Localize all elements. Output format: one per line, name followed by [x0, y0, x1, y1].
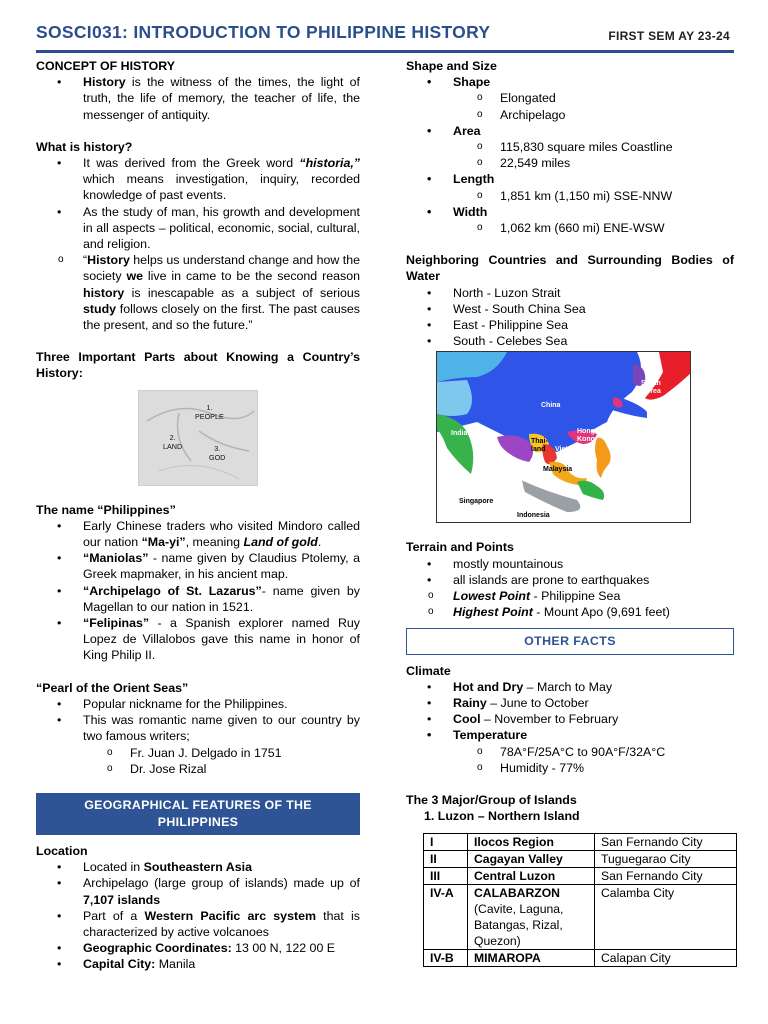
diagram-label-people: 1. PEOPLE	[195, 402, 224, 421]
map-label-indonesia: Indonesia	[517, 512, 550, 520]
map-label-thailand: Thai- land	[531, 438, 548, 454]
map-label-vietnam: Vietnam	[555, 446, 583, 454]
sub-list-item: o 78A°F/25A°C to 90A°F/32A°C	[406, 744, 734, 760]
climate-heading: Climate	[406, 663, 451, 678]
list-item: • Hot and Dry – March to May	[406, 679, 734, 695]
page-header	[36, 24, 734, 54]
semester-label: FIRST SEM AY 23-24	[608, 29, 730, 43]
sub-list-item: o 1,062 km (660 mi) ENE-WSW	[406, 220, 734, 236]
table-row: IV-A CALABARZON (Cavite, Laguna, Batangas, Rizal, Quezon) Calamba City	[424, 884, 737, 949]
name-list	[36, 518, 360, 664]
list-item: • South - Celebes Sea	[406, 333, 734, 349]
list-item: • As the study of man, his growth and development in all aspects – political, economic, social, cultural, and religion.	[36, 204, 360, 253]
location-list	[36, 859, 360, 972]
table-row: II Cagayan Valley Tuguegarao City	[424, 850, 737, 867]
list-item: o Highest Point - Mount Apo (9,691 feet)	[406, 604, 734, 620]
list-item: • “Archipelago of St. Lazarus”- name given by Magellan to our nation in 1521.	[36, 583, 360, 615]
header-rule	[36, 50, 734, 53]
name-heading: The name “Philippines”	[36, 502, 176, 517]
sub-list-item: o Dr. Jose Rizal	[36, 761, 360, 777]
list-item: • This was romantic name given to our country by two famous writers;	[36, 712, 360, 744]
map-label-india: India	[451, 430, 468, 438]
terrain-list	[406, 556, 734, 621]
shape-list	[406, 74, 734, 236]
neighbors-heading: Neighboring Countries and Surrounding Bodies of Water	[406, 253, 734, 284]
list-item: • Geographic Coordinates: 13 00 N, 122 00 E	[36, 940, 360, 956]
quote-item: o “History helps us understand change and how the society we live in came to be the second reason history is inescapable as a subject of serious study follows closely on the first. The past causes the present, and so the future.”	[36, 252, 360, 333]
sub-list-item: o Archipelago	[406, 107, 734, 123]
terrain-heading: Terrain and Points	[406, 540, 514, 555]
location-heading: Location	[36, 843, 88, 858]
sub-list-item: o Elongated	[406, 90, 734, 106]
list-item: • Length	[406, 171, 734, 187]
sub-list-item: o 1,851 km (1,150 mi) SSE-NNW	[406, 188, 734, 204]
neighbors-list	[406, 285, 734, 350]
table-row: I Ilocos Region San Fernando City	[424, 833, 737, 850]
list-item: • History is the witness of the times, the light of truth, the life of memory, the teacher of life, the messenger of antiquity.	[36, 74, 360, 123]
what-heading: What is history?	[36, 139, 133, 154]
map-label-philippines: Philippines	[613, 444, 651, 452]
list-item: • Early Chinese traders who visited Mindoro called our nation “Ma-yi”, meaning Land of gold.	[36, 518, 360, 550]
parts-heading: Three Important Parts about Knowing a Country’s History:	[36, 350, 360, 381]
sub-list-item: o Fr. Juan J. Delgado in 1751	[36, 745, 360, 761]
left-column	[36, 58, 360, 973]
luzon-regions-table	[423, 833, 737, 967]
list-item: • Part of a Western Pacific arc system that is characterized by active volcanoes	[36, 908, 360, 940]
list-item: • “Felipinas” - a Spanish explorer named Ruy Lopez de Villalobos gave this name in honor of King Philip II.	[36, 615, 360, 664]
parts-diagram-image	[138, 390, 258, 486]
list-item: • Temperature	[406, 727, 734, 743]
other-facts-heading: OTHER FACTS	[406, 628, 734, 654]
list-item: • Area	[406, 123, 734, 139]
page-title: SOSCI031: INTRODUCTION TO PHILIPPINE HISTORY	[36, 22, 491, 42]
islands-heading: The 3 Major/Group of Islands	[406, 793, 577, 808]
geo-banner: GEOGRAPHICAL FEATURES OF THE PHILIPPINES	[36, 793, 360, 835]
list-item: • all islands are prone to earthquakes	[406, 572, 734, 588]
concept-heading: CONCEPT OF HISTORY	[36, 59, 176, 73]
list-item: • It was derived from the Greek word “historia,” which means investigation, inquiry, recorded knowledge of past events.	[36, 155, 360, 204]
map-label-malaysia: Malaysia	[543, 466, 573, 474]
diagram-label-land: 2. LAND	[163, 432, 183, 451]
diagram-label-god: 3. GOD	[209, 443, 226, 462]
table-row: IV-B MIMAROPA Calapan City	[424, 949, 737, 966]
list-item: • East - Philippine Sea	[406, 317, 734, 333]
what-list	[36, 155, 360, 333]
list-item: • Width	[406, 204, 734, 220]
pearl-heading: “Pearl of the Orient Seas”	[36, 680, 189, 695]
concept-list	[36, 74, 360, 123]
list-item: • Shape	[406, 74, 734, 90]
list-item: • mostly mountainous	[406, 556, 734, 572]
pearl-list	[36, 696, 360, 777]
asia-map-image	[436, 351, 691, 523]
list-item: • Cool – November to February	[406, 711, 734, 727]
map-label-china: China	[541, 402, 561, 410]
list-item: • Rainy – June to October	[406, 695, 734, 711]
climate-list	[406, 679, 734, 776]
sub-list-item: o Humidity - 77%	[406, 760, 734, 776]
right-column	[406, 58, 734, 967]
sub-list-item: o 115,830 square miles Coastline	[406, 139, 734, 155]
table-row: III Central Luzon San Fernando City	[424, 867, 737, 884]
list-item: • North - Luzon Strait	[406, 285, 734, 301]
list-item: • West - South China Sea	[406, 301, 734, 317]
map-label-taiwan: Taiwan	[609, 426, 633, 434]
list-item: • Capital City: Manila	[36, 956, 360, 972]
list-item: • Popular nickname for the Philippines.	[36, 696, 360, 712]
list-item: • Archipelago (large group of islands) made up of 7,107 islands	[36, 875, 360, 907]
shape-heading: Shape and Size	[406, 59, 497, 73]
map-label-japan: Japan	[653, 402, 674, 410]
sub-list-item: o 22,549 miles	[406, 155, 734, 171]
map-label-singapore: Singapore	[459, 498, 494, 506]
map-label-south-korea: South Korea	[641, 380, 661, 396]
map-label-hong-kong: Hong Kong	[577, 428, 595, 444]
list-item: • Located in Southeastern Asia	[36, 859, 360, 875]
list-item: • “Maniolas” - name given by Claudius Ptolemy, a Greek mapmaker, in his ancient map.	[36, 550, 360, 582]
list-item: o Lowest Point - Philippine Sea	[406, 588, 734, 604]
luzon-heading: 1. Luzon – Northern Island	[424, 809, 580, 824]
